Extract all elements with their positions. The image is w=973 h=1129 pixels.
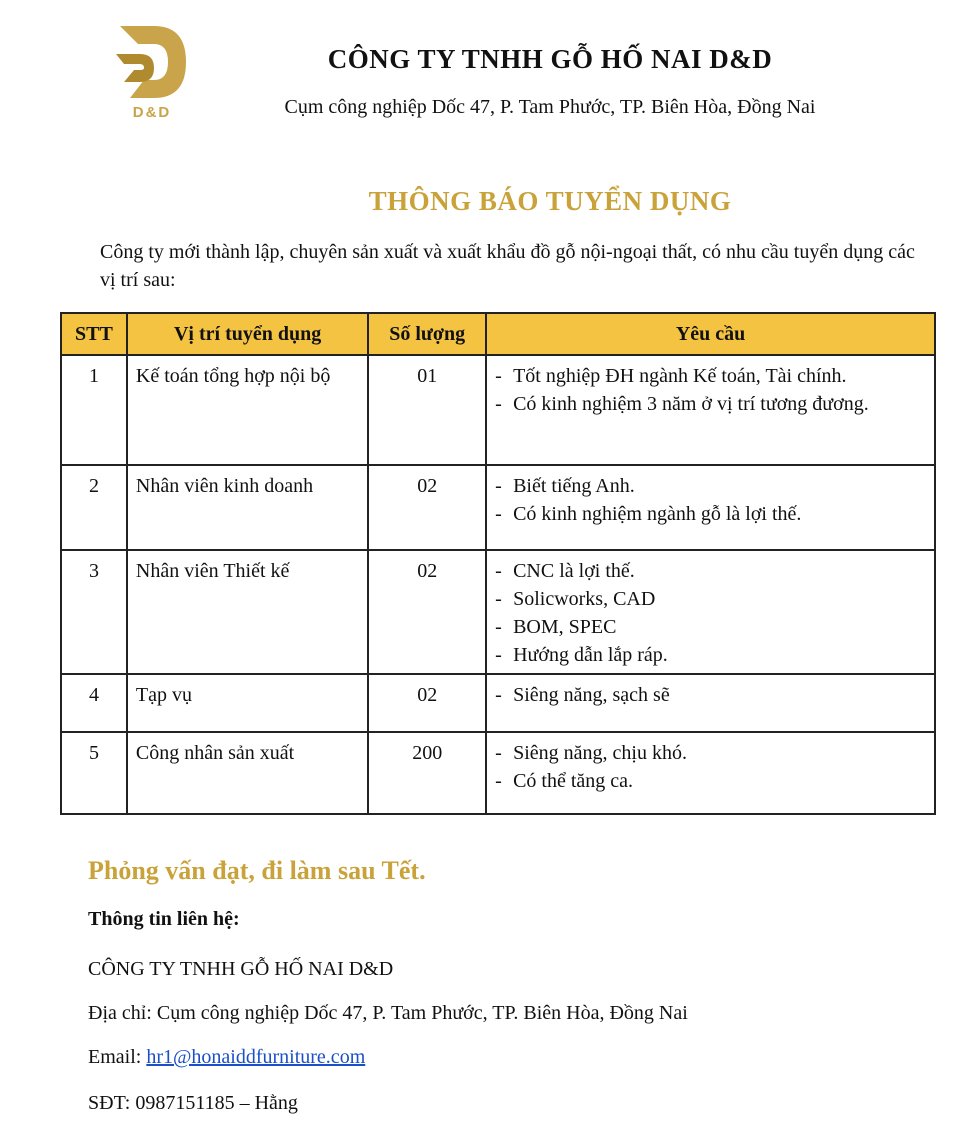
contact-email-line (88, 1046, 365, 1069)
notice-title: THÔNG BÁO TUYỂN DỤNG (368, 186, 732, 216)
requirement-item: - CNC là lợi thế. (495, 557, 926, 585)
email-link[interactable]: hr1@honaiddfurniture.com (146, 1046, 366, 1068)
contact-address: Địa chỉ: Cụm công nghiệp Dốc 47, P. Tam Phước, TP. Biên Hòa, Đồng Nai (88, 1002, 688, 1024)
row-requirements (486, 355, 935, 465)
table-row (61, 732, 935, 814)
requirement-item: - Có kinh nghiệm 3 năm ở vị trí tương đương. (495, 390, 926, 418)
row-requirements (486, 465, 935, 550)
contact-phone: SĐT: 0987151185 – Hằng (88, 1092, 298, 1114)
row-position: Nhân viên Thiết kế (127, 550, 368, 674)
logo-text: D&D (132, 104, 172, 121)
table-row (61, 550, 935, 674)
company-name: CÔNG TY TNHH GỖ HỐ NAI D&D (327, 44, 773, 74)
email-label: Email: (88, 1046, 142, 1068)
row-stt: 4 (61, 674, 127, 732)
requirement-item: - Biết tiếng Anh. (495, 472, 926, 500)
intro-paragraph: Công ty mới thành lập, chuyên sản xuất và xuất khẩu đồ gỗ nội-ngoại thất, có nhu cầu tuyển dụng các vị trí sau: (100, 241, 915, 291)
table-row (61, 674, 935, 732)
header-requirements: Yêu cầu (486, 313, 935, 355)
requirement-item: - Siêng năng, sạch sẽ (495, 681, 926, 709)
row-position: Tạp vụ (127, 674, 368, 732)
requirement-item: - Siêng năng, chịu khó. (495, 739, 926, 767)
row-position: Kế toán tổng hợp nội bộ (127, 355, 368, 465)
requirement-item: - BOM, SPEC (495, 613, 926, 641)
row-position: Nhân viên kinh doanh (127, 465, 368, 550)
header-quantity: Số lượng (368, 313, 486, 355)
row-quantity: 02 (368, 465, 486, 550)
requirement-item: - Có thể tăng ca. (495, 767, 926, 795)
row-stt: 5 (61, 732, 127, 814)
requirement-item: - Có kinh nghiệm ngành gỗ là lợi thế. (495, 500, 926, 528)
row-stt: 1 (61, 355, 127, 465)
table-row (61, 355, 935, 465)
row-requirements (486, 674, 935, 732)
contact-company: CÔNG TY TNHH GỖ HỐ NAI D&D (88, 958, 394, 980)
company-address: Cụm công nghiệp Dốc 47, P. Tam Phước, TP. Biên Hòa, Đồng Nai (284, 96, 816, 118)
dd-logo-icon (110, 18, 194, 104)
header-stt: STT (61, 313, 127, 355)
table-row (61, 465, 935, 550)
table-header-row (61, 313, 935, 355)
row-position: Công nhân sản xuất (127, 732, 368, 814)
requirement-item: - Solicworks, CAD (495, 585, 926, 613)
row-quantity: 02 (368, 550, 486, 674)
row-stt: 3 (61, 550, 127, 674)
company-logo (110, 18, 194, 130)
contact-label: Thông tin liên hệ: (88, 908, 240, 930)
row-quantity: 200 (368, 732, 486, 814)
row-quantity: 01 (368, 355, 486, 465)
requirement-item: - Hướng dẫn lắp ráp. (495, 641, 926, 669)
requirement-item: - Tốt nghiệp ĐH ngành Kế toán, Tài chính. (495, 362, 926, 390)
job-table (60, 312, 936, 815)
interview-note: Phỏng vấn đạt, đi làm sau Tết. (88, 856, 426, 885)
row-requirements (486, 550, 935, 674)
header-position: Vị trí tuyển dụng (127, 313, 368, 355)
row-quantity: 02 (368, 674, 486, 732)
row-stt: 2 (61, 465, 127, 550)
row-requirements (486, 732, 935, 814)
